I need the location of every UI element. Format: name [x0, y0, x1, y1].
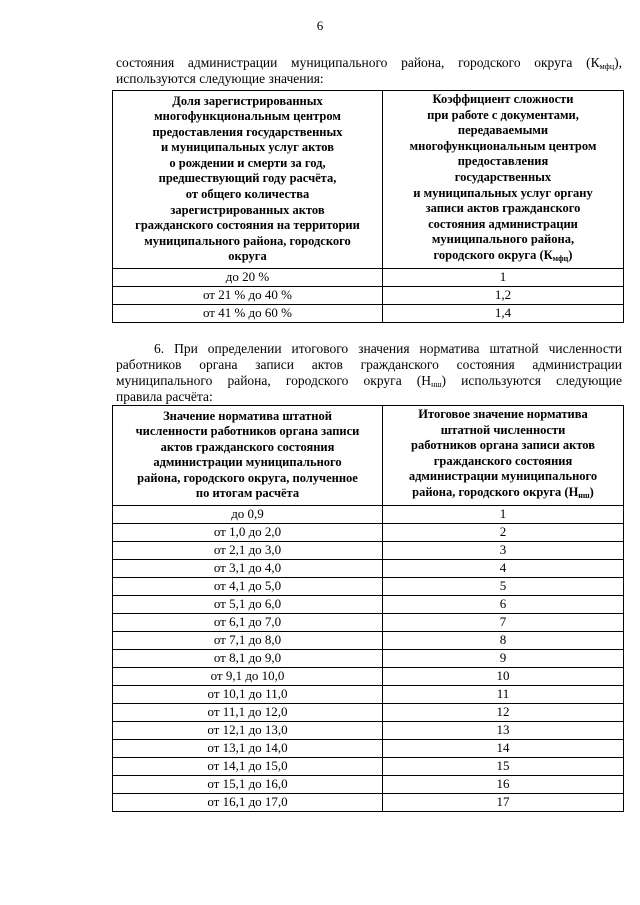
table2-header-row [113, 406, 624, 506]
table2-value-cell: 6 [383, 595, 624, 613]
para6-line-1: 6. При определении итогового значения норматива штатной численности [154, 341, 622, 356]
table2-header-calculated-line: Значение норматива штатной [163, 408, 332, 423]
table2-header-final-subscript: нш [578, 490, 590, 500]
table1-body [113, 268, 624, 322]
table1-value-cell: 1,2 [383, 286, 624, 304]
table2-range-cell: от 11,1 до 12,0 [113, 703, 383, 721]
intro-line-2: используются следующие значения: [116, 71, 324, 86]
para6-line-3: муниципального района, городского округа $(Н_{нш})$ используются следующие [116, 373, 622, 389]
table2-row [113, 793, 624, 811]
table1-range-cell: до 20 % [113, 268, 383, 286]
table2-value-cell: 17 [383, 793, 624, 811]
table2-row [113, 613, 624, 631]
table1-header-share-line: многофункциональным центром [154, 109, 341, 124]
table1-header-coefficient-line: при работе с документами, [427, 107, 579, 122]
table1-header-share-line: о рождении и смерти за год, [169, 155, 326, 170]
table1-header-coefficient-subscript: мфц [552, 253, 569, 263]
staffing-norm-table [112, 405, 624, 812]
table1-header-share [113, 91, 383, 269]
table1-header-share-line: от общего количества [185, 187, 310, 202]
table2-row [113, 739, 624, 757]
table2-value-cell: 2 [383, 523, 624, 541]
table2-range-cell: от 6,1 до 7,0 [113, 613, 383, 631]
table1-row [113, 268, 624, 286]
table2-value-cell: 8 [383, 631, 624, 649]
paragraph-6 [116, 341, 622, 405]
table2-row [113, 685, 624, 703]
table2-range-cell: от 10,1 до 11,0 [113, 685, 383, 703]
table2-header-final-line: района, городского округа $(Н_{нш})$ [412, 484, 594, 500]
table2-value-cell: 11 [383, 685, 624, 703]
table1-header-coefficient-line: городского округа $(К_{мфц})$ [433, 247, 573, 263]
table2-header-calculated [113, 406, 383, 506]
table2-value-cell: 3 [383, 541, 624, 559]
table1-header-coefficient-line: предоставления [457, 154, 549, 169]
complexity-coefficient-table [112, 90, 624, 323]
table1-header-share-line: и муниципальных услуг актов [160, 140, 335, 155]
table2-row [113, 559, 624, 577]
table2-row [113, 541, 624, 559]
table1-row [113, 304, 624, 322]
table1-header-share-line: предшествующий году расчёта, [158, 171, 337, 186]
table1-header-coefficient-line: муниципального района, [431, 232, 575, 247]
table1-range-cell: от 21 % до 40 % [113, 286, 383, 304]
table1-header-coefficient-line: и муниципальных услуг органу [413, 185, 593, 200]
table1-header-share-line: предоставления государственных [152, 124, 343, 139]
table1-header-coefficient [383, 91, 624, 269]
table1-header-share-line: зарегистрированных актов [170, 202, 325, 217]
para6-line-2: работников органа записи актов гражданского состояния администрации [116, 357, 622, 372]
table2-range-cell: от 13,1 до 14,0 [113, 739, 383, 757]
table2-value-cell: 14 [383, 739, 624, 757]
table2-header-final-line: администрации муниципального [408, 469, 598, 484]
table1-header-share-line: округа [228, 249, 267, 264]
table2-row [113, 667, 624, 685]
table2-range-cell: от 2,1 до 3,0 [113, 541, 383, 559]
table2-row [113, 505, 624, 523]
table2-row [113, 775, 624, 793]
table2-header-final-line: работников органа записи актов [411, 438, 595, 453]
table2-range-cell: от 5,1 до 6,0 [113, 595, 383, 613]
table2-header-final-line: Итоговое значение норматива [418, 407, 588, 421]
para6-line-4: правила расчёта: [116, 389, 213, 404]
table2-range-cell: от 1,0 до 2,0 [113, 523, 383, 541]
table2-row [113, 631, 624, 649]
table1-value-cell: 1 [383, 268, 624, 286]
table2-row [113, 523, 624, 541]
table2-header-calculated-line: численности работников органа записи [135, 424, 360, 439]
table2-row [113, 649, 624, 667]
table2-body [113, 505, 624, 811]
table2-value-cell: 15 [383, 757, 624, 775]
table2-row [113, 577, 624, 595]
table1-header-coefficient-line: Коэффициент сложности [432, 92, 574, 106]
table2-value-cell: 4 [383, 559, 624, 577]
table2-range-cell: от 16,1 до 17,0 [113, 793, 383, 811]
table2-header-calculated-line: по итогам расчёта [195, 486, 300, 501]
table1-header-share-line: Доля зарегистрированных [172, 93, 323, 108]
table2-row [113, 757, 624, 775]
table2-header-final-line: штатной численности [440, 422, 566, 437]
table2-value-cell: 13 [383, 721, 624, 739]
table2-range-cell: от 8,1 до 9,0 [113, 649, 383, 667]
table2-value-cell: 10 [383, 667, 624, 685]
table1-header-coefficient-line: передаваемыми [457, 123, 549, 138]
table2-value-cell: 12 [383, 703, 624, 721]
table1-header-coefficient-line: многофункциональным центром [409, 138, 597, 153]
table2-row [113, 721, 624, 739]
table2-header-final-line: гражданского состояния [433, 453, 573, 468]
table1-value-cell: 1,4 [383, 304, 624, 322]
table2-value-cell: 1 [383, 505, 624, 523]
table2-value-cell: 5 [383, 577, 624, 595]
page-number: 6 [316, 18, 324, 33]
table2-row [113, 703, 624, 721]
table2-value-cell: 9 [383, 649, 624, 667]
table2-range-cell: от 3,1 до 4,0 [113, 559, 383, 577]
table2-header-calculated-line: актов гражданского состояния [160, 439, 335, 454]
table2-range-cell: до 0,9 [113, 505, 383, 523]
table2-range-cell: от 14,1 до 15,0 [113, 757, 383, 775]
table2-range-cell: от 9,1 до 10,0 [113, 667, 383, 685]
table2-range-cell: от 7,1 до 8,0 [113, 631, 383, 649]
table1-header-row [113, 91, 624, 269]
table1-range-cell: от 41 % до 60 % [113, 304, 383, 322]
intro-paragraph [116, 55, 622, 87]
table2-range-cell: от 12,1 до 13,0 [113, 721, 383, 739]
table2-range-cell: от 15,1 до 16,0 [113, 775, 383, 793]
table1-header-share-line: муниципального района, городского [144, 233, 351, 248]
table1-header-coefficient-line: состояния администрации [428, 216, 578, 231]
table2-value-cell: 7 [383, 613, 624, 631]
table2-range-cell: от 4,1 до 5,0 [113, 577, 383, 595]
table1-header-coefficient-line: записи актов гражданского [425, 201, 581, 216]
table2-value-cell: 16 [383, 775, 624, 793]
table2-row [113, 595, 624, 613]
intro-line-1: состояния администрации муниципального района, городского округа $(К_{мфц})$, [116, 55, 622, 71]
table2-header-calculated-line: администрации муниципального [153, 455, 342, 470]
table1-row [113, 286, 624, 304]
table2-header-final [383, 406, 624, 506]
table1-header-share-line: гражданского состояния на территории [135, 218, 360, 233]
table1-header-coefficient-line: государственных [454, 169, 552, 184]
table2-header-calculated-line: района, городского округа, полученное [137, 470, 358, 485]
